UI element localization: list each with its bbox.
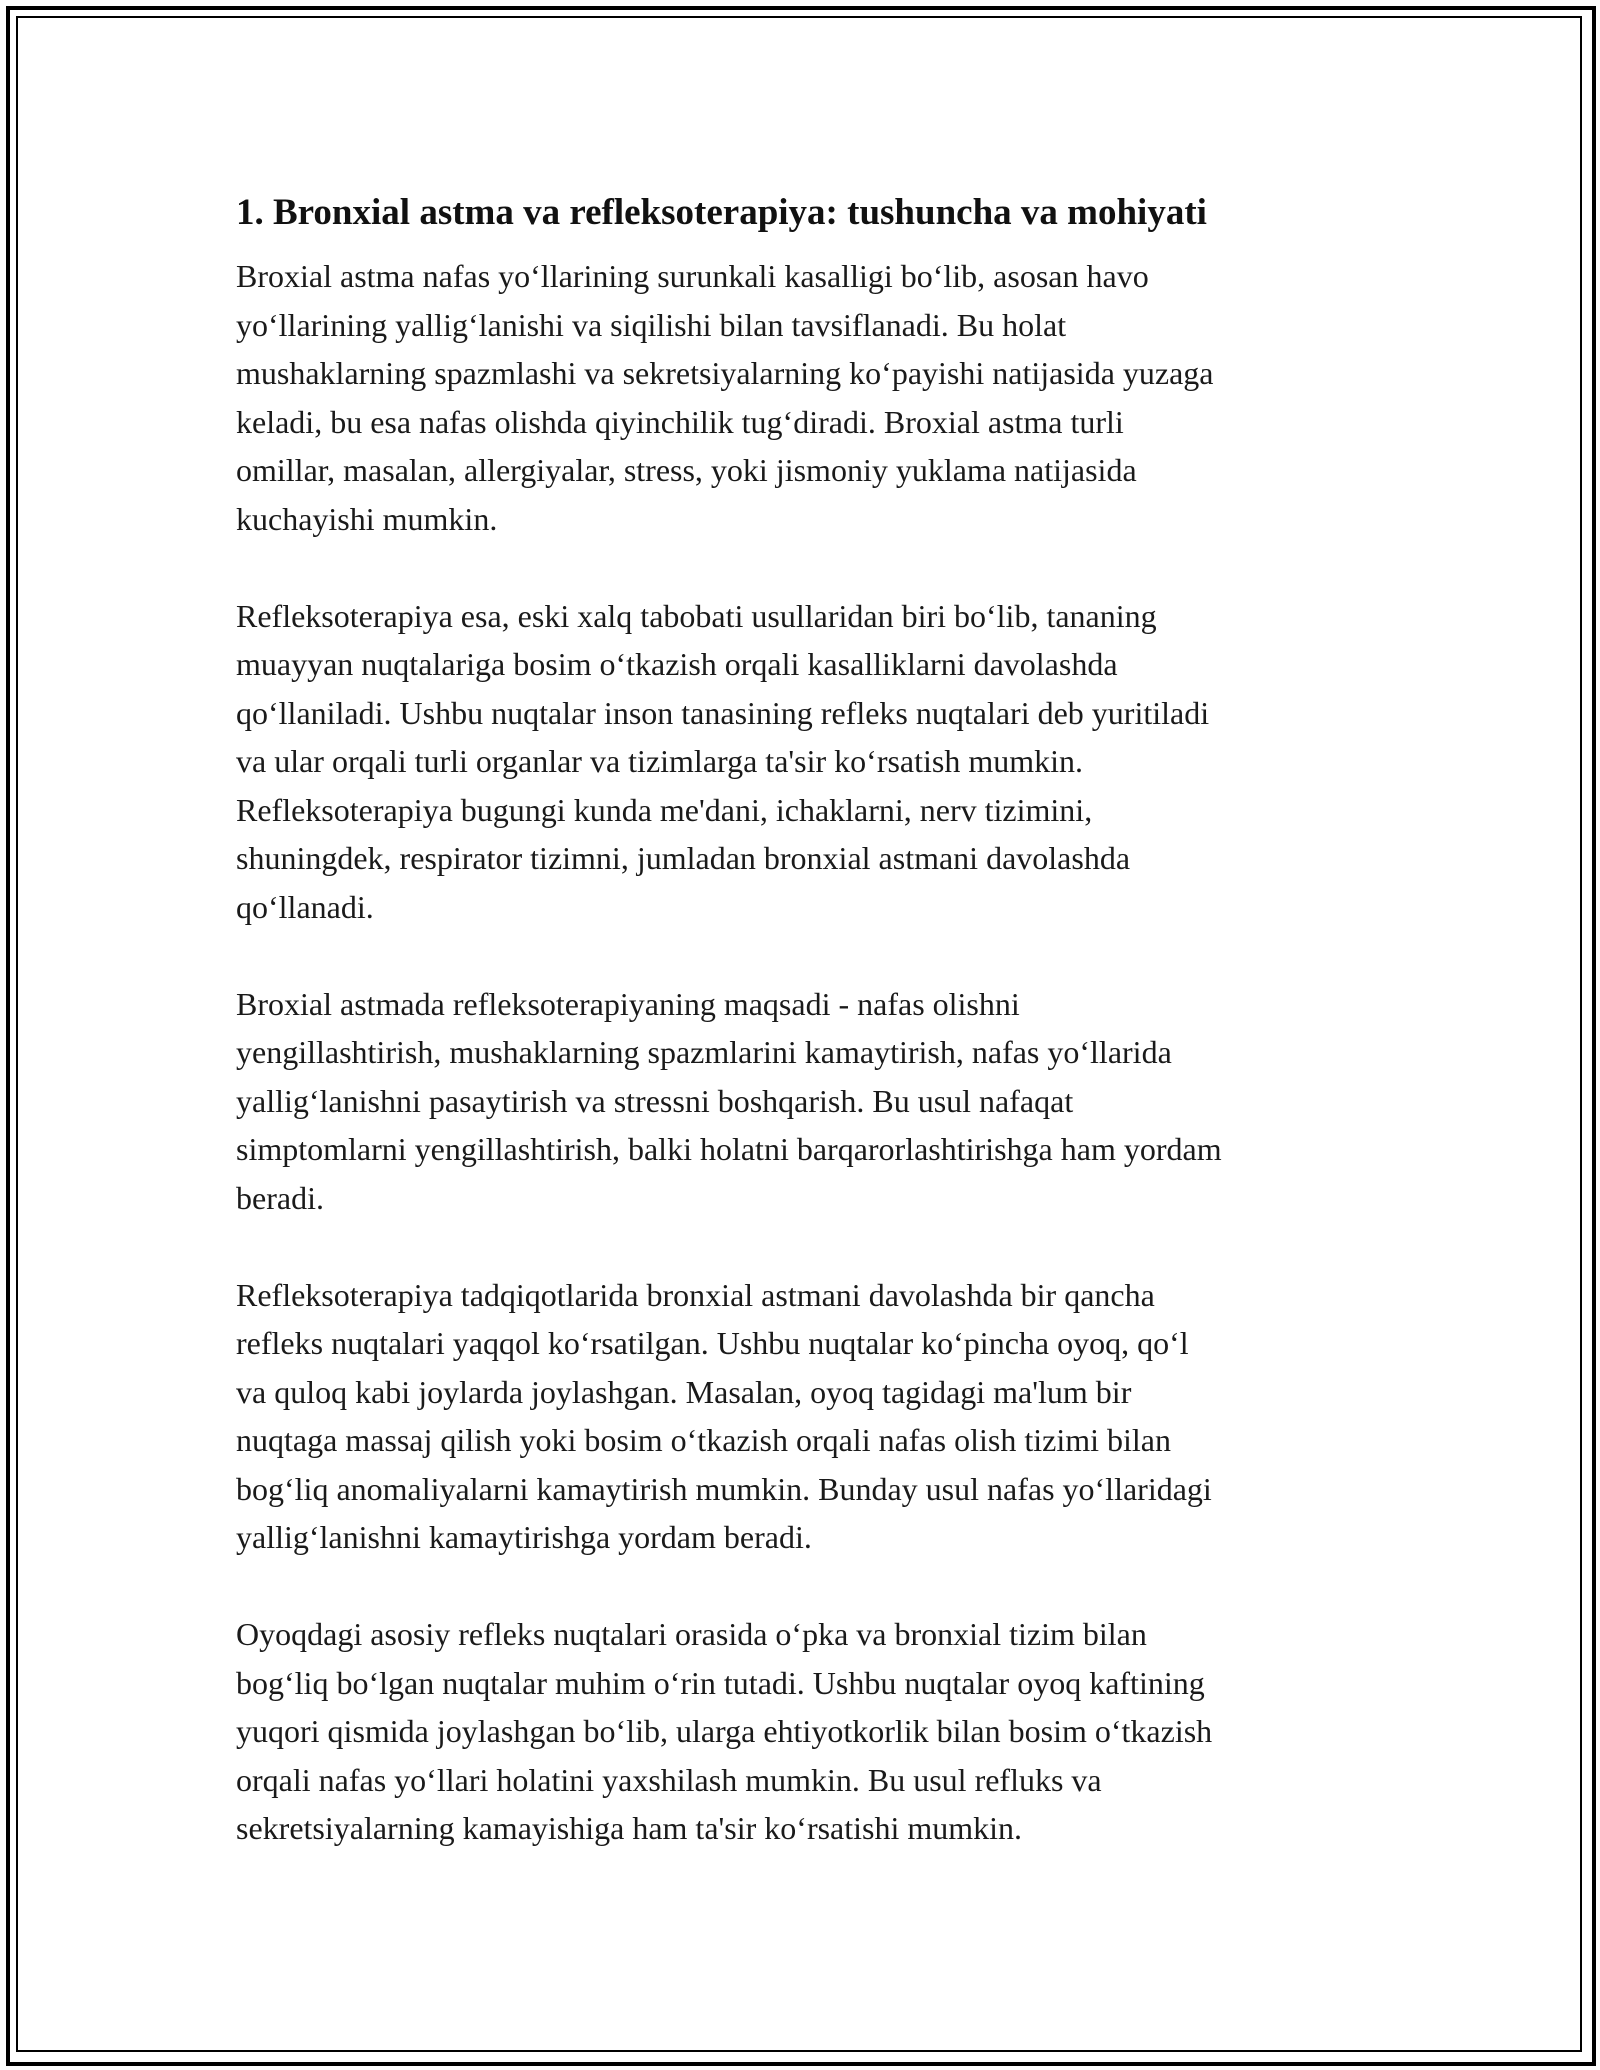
paragraph-3: Broxial astmada refleksoterapiyaning maqsadi - nafas olishni yengillashtirish, mushaklarning spazmlarini kamaytirish, nafas yo‘llarida yallig‘lanishni pasaytirish va stressni boshqarish. Bu usul nafaqat simptomlarni yengillashtirish, balki holatni barqarorlashtirishga ham yordam beradi.	[236, 985, 1222, 1216]
document-body	[236, 188, 1368, 1901]
section-heading: 1. Bronxial astma va refleksoterapiya: tushuncha va mohiyati	[236, 192, 1207, 233]
paragraph-4: Refleksoterapiya tadqiqotlarida bronxial astmani davolashda bir qancha refleks nuqtalari yaqqol ko‘rsatilgan. Ushbu nuqtalar ko‘pincha oyoq, qo‘l va quloq kabi joylarda joylashgan. Masalan, oyoq tagidagi ma'lum bir nuqtaga massaj qilish yoki bosim o‘tkazish orqali nafas olish tizimi bilan bog‘liq anomaliyalarni kamaytirish mumkin. Bunday usul nafas yo‘llaridagi yallig‘lanishni kamaytirishga yordam beradi.	[236, 1276, 1212, 1555]
paragraph-1: Broxial astma nafas yo‘llarining surunkali kasalligi bo‘lib, asosan havo yo‘llarining yallig‘lanishi va siqilishi bilan tavsiflanadi. Bu holat mushaklarning spazmlashi va sekretsiyalarning ko‘payishi natijasida yuzaga keladi, bu esa nafas olishda qiyinchilik tug‘diradi. Broxial astma turli omillar, masalan, allergiyalar, stress, yoki jismoniy yuklama natijasida kuchayishi mumkin.	[236, 258, 1214, 537]
paragraph-2: Refleksoterapiya esa, eski xalq tabobati usullaridan biri bo‘lib, tananing muayyan nuqtalariga bosim o‘tkazish orqali kasalliklarni davolashda qo‘llaniladi. Ushbu nuqtalar inson tanasining refleks nuqtalari deb yuritiladi va ular orqali turli organlar va tizimlarga ta'sir ko‘rsatish mumkin. Refleksoterapiya bugungi kunda me'dani, ichaklarni, nerv tizimini, shuningdek, respirator tizimni, jumladan bronxial astmani davolashda qo‘llanadi.	[236, 597, 1210, 925]
paragraph-5: Oyoqdagi asosiy refleks nuqtalari orasida o‘pka va bronxial tizim bilan bog‘liq bo‘lgan nuqtalar muhim o‘rin tutadi. Ushbu nuqtalar oyoq kaftining yuqori qismida joylashgan bo‘lib, ularga ehtiyotkorlik bilan bosim o‘tkazish orqali nafas yo‘llari holatini yaxshilash mumkin. Bu usul refluks va sekretsiyalarning kamayishiga ham ta'sir ko‘rsatishi mumkin.	[236, 1616, 1213, 1846]
